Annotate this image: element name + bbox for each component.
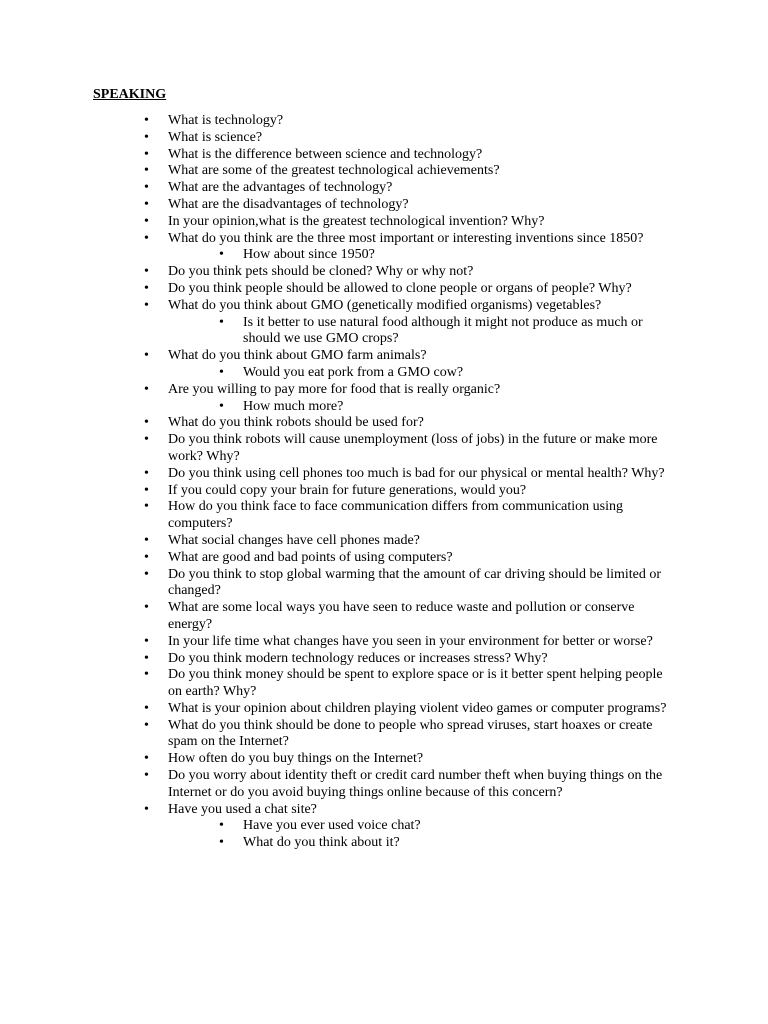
bullet-icon: • <box>144 633 149 649</box>
question-text: What is science? <box>168 129 263 145</box>
bullet-icon: • <box>144 146 149 162</box>
question-item <box>0 550 680 567</box>
question-text: What are the advantages of technology? <box>168 180 393 196</box>
bullet-icon: • <box>144 196 149 212</box>
question-text: What are some of the greatest technological achievements? <box>168 163 500 179</box>
question-text: How often do you buy things on the Internet? <box>168 751 424 767</box>
bullet-icon: • <box>144 381 149 397</box>
question-text: How about since 1950? <box>243 247 375 263</box>
question-item <box>0 768 680 802</box>
question-item <box>0 348 680 365</box>
question-text: What are good and bad points of using computers? <box>168 549 453 565</box>
question-text: What is the difference between science and technology? <box>168 146 483 162</box>
question-item <box>0 718 680 752</box>
question-text: What do you think about it? <box>243 835 400 851</box>
question-list <box>0 113 768 852</box>
question-item <box>0 415 680 432</box>
question-item <box>0 281 680 298</box>
bullet-icon: • <box>219 818 224 834</box>
question-item <box>0 466 680 483</box>
question-text: In your life time what changes have you seen in your environment for better or worse? <box>168 633 653 649</box>
question-text: Do you think modern technology reduces or increases stress? Why? <box>168 650 548 666</box>
question-text: Have you used a chat site? <box>168 801 317 817</box>
question-text: What are the disadvantages of technology? <box>168 196 409 212</box>
question-item <box>0 533 680 550</box>
question-item <box>0 651 680 668</box>
question-text: Do you think to stop global warming that the amount of car driving should be limited or changed? <box>168 566 662 599</box>
bullet-icon: • <box>144 650 149 666</box>
question-item <box>0 499 680 533</box>
bullet-icon: • <box>144 465 149 481</box>
bullet-icon: • <box>144 499 149 515</box>
sub-question-item <box>0 399 680 416</box>
bullet-icon: • <box>144 180 149 196</box>
bullet-icon: • <box>144 566 149 582</box>
question-item <box>0 567 680 601</box>
bullet-icon: • <box>219 364 224 380</box>
question-item <box>0 298 680 315</box>
question-text: If you could copy your brain for future generations, would you? <box>168 482 527 498</box>
question-text: Do you think money should be spent to explore space or is it better spent helping people on earth? Why? <box>168 667 663 700</box>
bullet-icon: • <box>144 717 149 733</box>
bullet-icon: • <box>219 835 224 851</box>
question-text: Do you worry about identity theft or credit card number theft when buying things on the Internet or do you avoid buying things online because of this concern? <box>168 768 663 800</box>
bullet-icon: • <box>144 280 149 296</box>
question-text: Do you think using cell phones too much is bad for our physical or mental health? Why? <box>168 465 665 481</box>
question-item <box>0 214 680 231</box>
bullet-icon: • <box>219 398 224 414</box>
question-item <box>0 130 680 147</box>
bullet-icon: • <box>144 532 149 548</box>
question-item <box>0 147 680 164</box>
question-text: What are some local ways you have seen to reduce waste and pollution or conserve energy? <box>168 600 635 632</box>
question-item <box>0 751 680 768</box>
page-heading: SPEAKING <box>93 87 167 102</box>
bullet-icon: • <box>144 163 149 179</box>
question-item <box>0 634 680 651</box>
question-text: What do you think about GMO farm animals? <box>168 348 427 364</box>
sub-question-item <box>0 365 680 382</box>
question-item <box>0 264 680 281</box>
question-text: Do you think pets should be cloned? Why or why not? <box>168 264 474 280</box>
question-item <box>0 163 680 180</box>
question-item <box>0 802 680 819</box>
sub-question-item <box>0 835 680 852</box>
question-text: What do you think should be done to people who spread viruses, start hoaxes or create spam on the Internet? <box>168 717 653 750</box>
question-text: What do you think are the three most important or interesting inventions since 1850? <box>168 230 644 246</box>
question-text: What do you think about GMO (genetically modified organisms) vegetables? <box>168 297 602 313</box>
bullet-icon: • <box>144 700 149 716</box>
bullet-icon: • <box>144 482 149 498</box>
sub-question-item <box>0 315 680 349</box>
question-text: Are you willing to pay more for food that is really organic? <box>168 381 501 397</box>
question-item <box>0 197 680 214</box>
bullet-icon: • <box>144 297 149 313</box>
question-item <box>0 432 680 466</box>
question-item <box>0 382 680 399</box>
bullet-icon: • <box>144 230 149 246</box>
bullet-icon: • <box>144 213 149 229</box>
question-item <box>0 113 680 130</box>
bullet-icon: • <box>144 113 149 128</box>
question-item <box>0 600 680 634</box>
question-text: Is it better to use natural food although it might not produce as much or should we use GMO crops? <box>243 314 643 347</box>
question-item <box>0 180 680 197</box>
question-text: How much more? <box>243 398 344 414</box>
sub-question-item <box>0 247 680 264</box>
bullet-icon: • <box>144 801 149 817</box>
question-text: Would you eat pork from a GMO cow? <box>243 364 464 380</box>
question-text: How do you think face to face communication differs from communication using computers? <box>168 499 624 532</box>
question-text: Have you ever used voice chat? <box>243 818 421 834</box>
bullet-icon: • <box>144 768 149 784</box>
bullet-icon: • <box>144 432 149 448</box>
bullet-icon: • <box>144 348 149 364</box>
question-item <box>0 231 680 248</box>
question-text: Do you think people should be allowed to clone people or organs of people? Why? <box>168 280 632 296</box>
bullet-icon: • <box>144 129 149 145</box>
bullet-icon: • <box>144 751 149 767</box>
question-text: In your opinion,what is the greatest technological invention? Why? <box>168 213 545 229</box>
question-item <box>0 667 680 701</box>
question-text: What do you think robots should be used for? <box>168 415 424 431</box>
question-text: What social changes have cell phones made? <box>168 532 420 548</box>
bullet-icon: • <box>144 667 149 683</box>
bullet-icon: • <box>144 264 149 280</box>
question-text: What is technology? <box>168 113 284 128</box>
question-item <box>0 483 680 500</box>
bullet-icon: • <box>144 600 149 616</box>
question-item <box>0 701 680 718</box>
bullet-icon: • <box>219 247 224 263</box>
sub-question-item <box>0 818 680 835</box>
bullet-icon: • <box>219 314 224 330</box>
bullet-icon: • <box>144 549 149 565</box>
question-text: What is your opinion about children playing violent video games or computer programs? <box>168 700 667 716</box>
question-text: Do you think robots will cause unemployment (loss of jobs) in the future or make more work? Why? <box>168 432 658 464</box>
bullet-icon: • <box>144 415 149 431</box>
